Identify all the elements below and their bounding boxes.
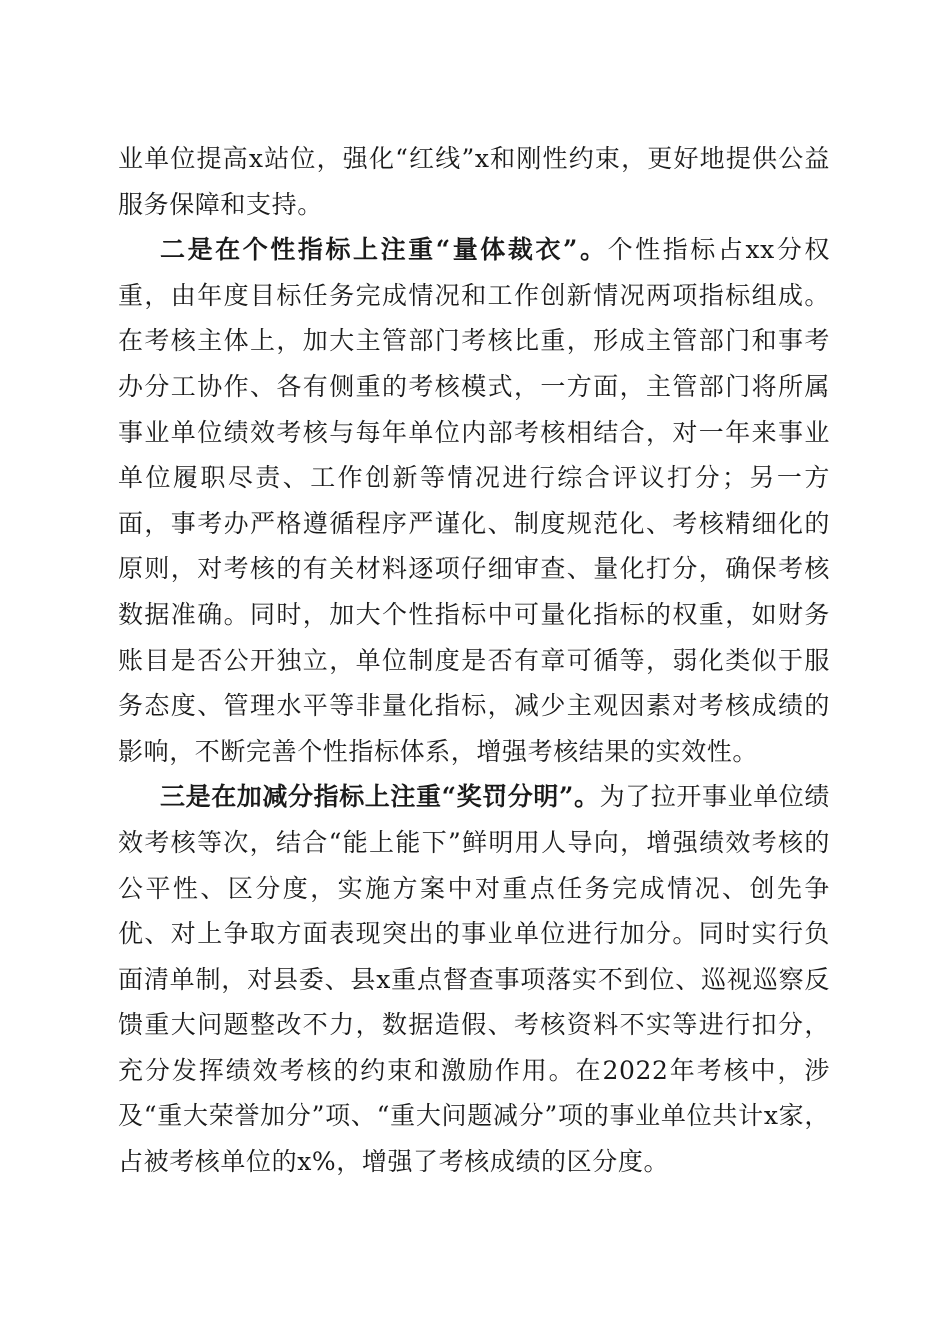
paragraph-lead-heading: 二是在个性指标上注重“量体裁衣”。: [160, 235, 608, 265]
paragraph-individual-indicators: [118, 227, 830, 774]
paragraph-lead-heading: 三是在加减分指标上注重“奖罚分明”。: [160, 782, 600, 812]
paragraph-text: 为了拉开事业单位绩效考核等次，结合“能上能下”鲜明用人导向，增强绩效考核的公平性、区分度，实施方案中对重点任务完成情况、创先争优、对上争取方面表现突出的事业单位进行加分。同时实行负面清单制，对县委、县x重点督查事项落实不到位、巡视巡察反馈重大问题整改不力，数据造假、考核资料不实等进行扣分，充分发挥绩效考核的约束和激励作用。在2022年考核中，涉及“重大荣誉加分”项、“重大问题减分”项的事业单位共计x家，占被考核单位的x%，增强了考核成绩的区分度。: [118, 782, 831, 1177]
paragraph-text: 个性指标占xx分权重，由年度目标任务完成情况和工作创新情况两项指标组成。在考核主体上，加大主管部门考核比重，形成主管部门和事考办分工协作、各有侧重的考核模式，一方面，主管部门将所属事业单位绩效考核与每年单位内部考核相结合，对一年来事业单位履职尽责、工作创新等情况进行综合评议打分；另一方面，事考办严格遵循程序严谨化、制度规范化、考核精细化的原则，对考核的有关材料逐项仔细审查、量化打分，确保考核数据准确。同时，加大个性指标中可量化指标的权重，如财务账目是否公开独立，单位制度是否有章可循等，弱化类似于服务态度、管理水平等非量化指标，减少主观因素对考核成绩的影响，不断完善个性指标体系，增强考核结果的实效性。: [118, 235, 830, 766]
paragraph-continued: [118, 136, 830, 227]
paragraph-text: 业单位提高x站位，强化“红线”x和刚性约束，更好地提供公益服务保障和支持。: [118, 144, 830, 219]
document-body: [118, 136, 830, 1185]
paragraph-bonus-penalty-indicators: [118, 774, 830, 1184]
